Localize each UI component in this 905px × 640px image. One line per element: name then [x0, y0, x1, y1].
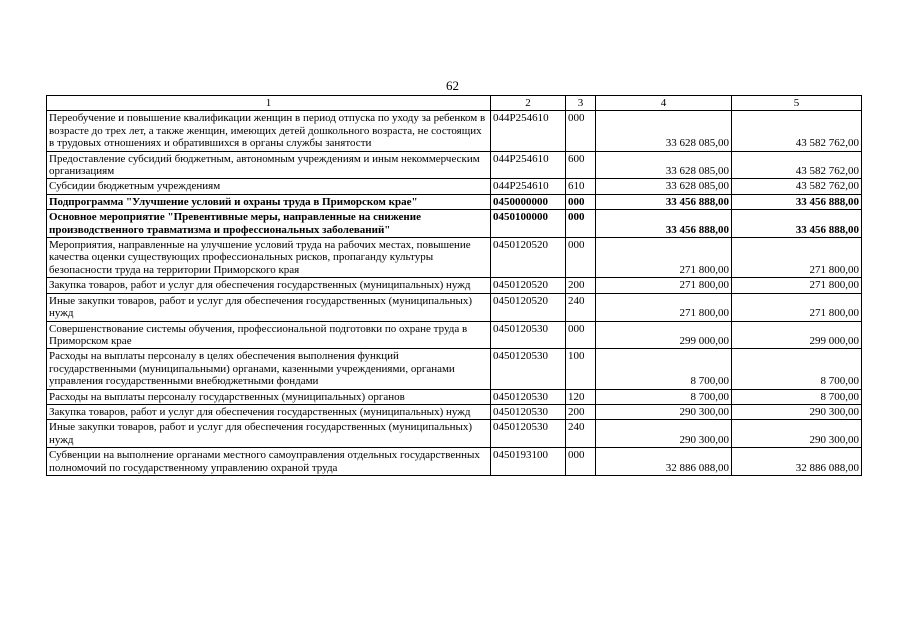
row-code-cell: 0450120530 [491, 389, 566, 404]
header-col-5: 5 [732, 96, 862, 111]
row-name-cell: Предоставление субсидий бюджетным, автономным учреждениям и иным некоммерческим организациям [47, 151, 491, 179]
row-code-cell: 0450120530 [491, 321, 566, 349]
table-row [47, 194, 862, 209]
row-value-2021-cell: 33 456 888,00 [596, 210, 732, 238]
row-code-cell: 044P254610 [491, 151, 566, 179]
row-value-2021-cell: 271 800,00 [596, 293, 732, 321]
row-name-cell: Расходы на выплаты персоналу в целях обеспечения выполнения функций государственными (муниципальными) органами, казенными учреждениями, органами управления государственными внебюджетными фондами [47, 349, 491, 389]
table-row [47, 349, 862, 389]
row-value-2021-cell: 8 700,00 [596, 349, 732, 389]
row-type-cell: 100 [566, 349, 596, 389]
row-value-2022-cell: 33 456 888,00 [732, 210, 862, 238]
row-value-2021-cell: 33 456 888,00 [596, 194, 732, 209]
page-number: 62 [446, 78, 459, 93]
row-value-2021-cell: 33 628 085,00 [596, 111, 732, 151]
row-value-2022-cell: 8 700,00 [732, 389, 862, 404]
row-value-2021-cell: 290 300,00 [596, 404, 732, 419]
row-value-2021-cell: 271 800,00 [596, 278, 732, 293]
row-type-cell: 000 [566, 321, 596, 349]
row-name-cell: Расходы на выплаты персоналу государственных (муниципальных) органов [47, 389, 491, 404]
budget-table [46, 95, 862, 476]
row-name-cell: Переобучение и повышение квалификации женщин в период отпуска по уходу за ребенком в возрасте до трех лет, а также женщин, имеющих детей дошкольного возраста, не состоящих в трудовых отношениях и обратившихся в органы службы занятости [47, 111, 491, 151]
row-type-cell: 000 [566, 194, 596, 209]
table-row [47, 420, 862, 448]
row-type-cell: 200 [566, 404, 596, 419]
table-row [47, 293, 862, 321]
table-header-row [47, 96, 862, 111]
row-code-cell: 0450120530 [491, 404, 566, 419]
row-code-cell: 0450120530 [491, 349, 566, 389]
row-code-cell: 0450120530 [491, 420, 566, 448]
row-name-cell: Основное мероприятие "Превентивные меры, направленные на снижение производственного травматизма и профессиональных заболеваний" [47, 210, 491, 238]
table-row [47, 278, 862, 293]
row-value-2022-cell: 271 800,00 [732, 293, 862, 321]
row-code-cell: 0450100000 [491, 210, 566, 238]
row-code-cell: 044P254610 [491, 111, 566, 151]
table-row [47, 389, 862, 404]
row-type-cell: 000 [566, 238, 596, 278]
row-value-2021-cell: 299 000,00 [596, 321, 732, 349]
row-type-cell: 610 [566, 179, 596, 194]
header-col-2: 2 [491, 96, 566, 111]
row-value-2021-cell: 33 628 085,00 [596, 179, 732, 194]
row-value-2021-cell: 32 886 088,00 [596, 448, 732, 476]
row-value-2022-cell: 271 800,00 [732, 278, 862, 293]
row-value-2022-cell: 299 000,00 [732, 321, 862, 349]
row-type-cell: 000 [566, 111, 596, 151]
table-row [47, 151, 862, 179]
row-value-2022-cell: 32 886 088,00 [732, 448, 862, 476]
row-value-2021-cell: 33 628 085,00 [596, 151, 732, 179]
row-code-cell: 044P254610 [491, 179, 566, 194]
row-type-cell: 240 [566, 420, 596, 448]
table-row [47, 111, 862, 151]
table-row [47, 404, 862, 419]
row-name-cell: Субвенции на выполнение органами местного самоуправления отдельных государственных полномочий по государственному управлению охраной труда [47, 448, 491, 476]
row-value-2022-cell: 43 582 762,00 [732, 111, 862, 151]
row-value-2022-cell: 43 582 762,00 [732, 179, 862, 194]
row-name-cell: Иные закупки товаров, работ и услуг для обеспечения государственных (муниципальных) нужд [47, 420, 491, 448]
row-type-cell: 200 [566, 278, 596, 293]
row-value-2022-cell: 290 300,00 [732, 420, 862, 448]
header-col-3: 3 [566, 96, 596, 111]
row-name-cell: Совершенствование системы обучения, профессиональной подготовки по охране труда в Приморском крае [47, 321, 491, 349]
header-col-1: 1 [47, 96, 491, 111]
row-name-cell: Закупка товаров, работ и услуг для обеспечения государственных (муниципальных) нужд [47, 404, 491, 419]
row-value-2022-cell: 8 700,00 [732, 349, 862, 389]
row-code-cell: 0450000000 [491, 194, 566, 209]
row-value-2021-cell: 8 700,00 [596, 389, 732, 404]
row-name-cell: Мероприятия, направленные на улучшение условий труда на рабочих местах, повышение качества оценки существующих профессиональных рисков, пропаганду культуры безопасности труда на территории Приморского края [47, 238, 491, 278]
row-type-cell: 000 [566, 210, 596, 238]
row-type-cell: 120 [566, 389, 596, 404]
row-code-cell: 0450120520 [491, 293, 566, 321]
row-name-cell: Подпрограмма "Улучшение условий и охраны труда в Приморском крае" [47, 194, 491, 209]
row-name-cell: Иные закупки товаров, работ и услуг для обеспечения государственных (муниципальных) нужд [47, 293, 491, 321]
row-value-2022-cell: 290 300,00 [732, 404, 862, 419]
row-type-cell: 600 [566, 151, 596, 179]
row-code-cell: 0450120520 [491, 278, 566, 293]
row-type-cell: 000 [566, 448, 596, 476]
table-row [47, 179, 862, 194]
row-value-2022-cell: 271 800,00 [732, 238, 862, 278]
header-col-4: 4 [596, 96, 732, 111]
table-row [47, 238, 862, 278]
row-code-cell: 0450120520 [491, 238, 566, 278]
table-row [47, 321, 862, 349]
row-type-cell: 240 [566, 293, 596, 321]
row-code-cell: 0450193100 [491, 448, 566, 476]
table-row [47, 448, 862, 476]
row-name-cell: Закупка товаров, работ и услуг для обеспечения государственных (муниципальных) нужд [47, 278, 491, 293]
row-name-cell: Субсидии бюджетным учреждениям [47, 179, 491, 194]
row-value-2021-cell: 290 300,00 [596, 420, 732, 448]
row-value-2021-cell: 271 800,00 [596, 238, 732, 278]
table-body [47, 111, 862, 476]
table-row [47, 210, 862, 238]
row-value-2022-cell: 33 456 888,00 [732, 194, 862, 209]
row-value-2022-cell: 43 582 762,00 [732, 151, 862, 179]
